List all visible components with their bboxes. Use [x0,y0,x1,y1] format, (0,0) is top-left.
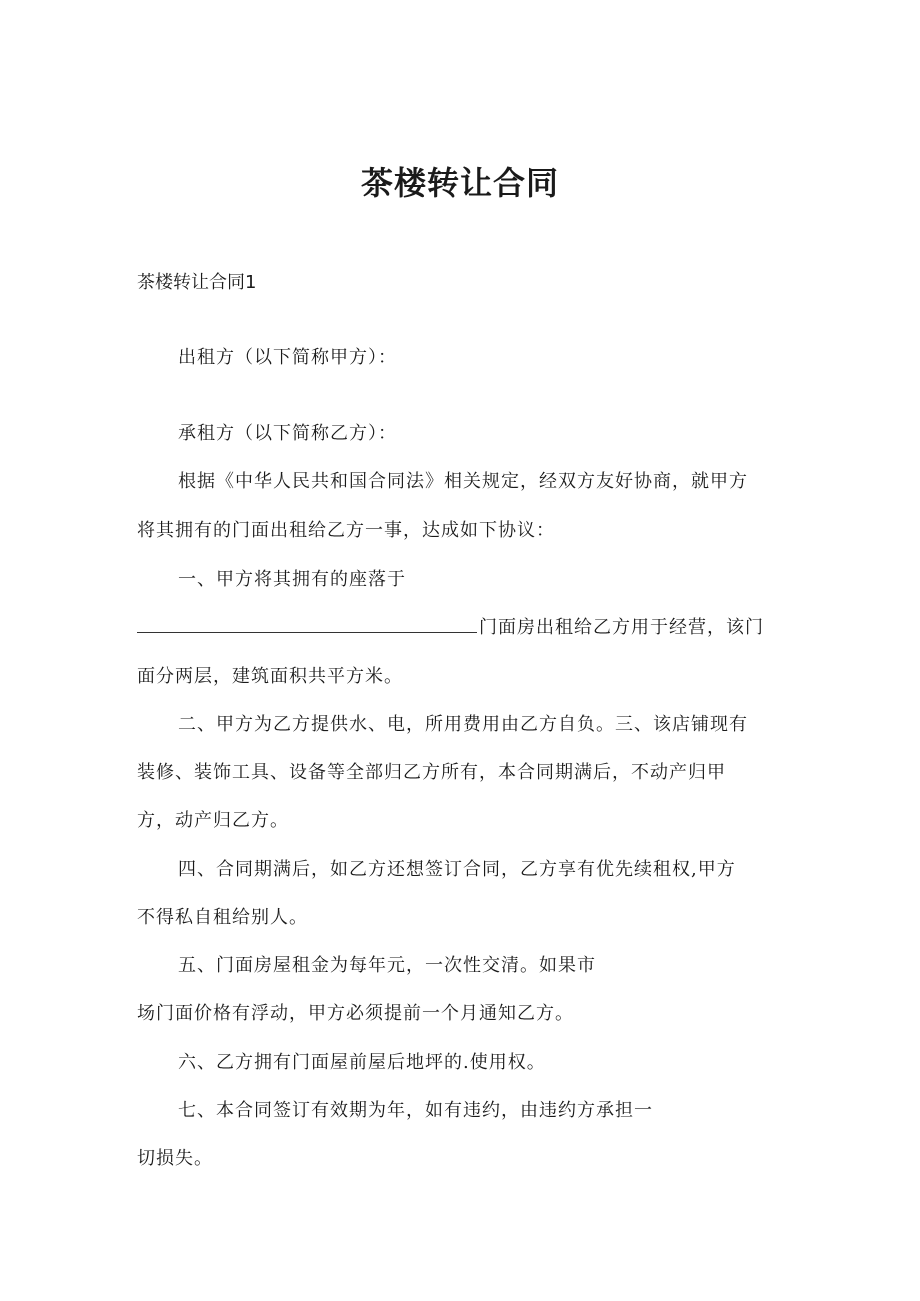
clause-5-line: 场门面价格有浮动，甲方必须提前一个月通知乙方。 [137,1003,574,1024]
clause-2-line: 二、甲方为乙方提供水、电，所用费用由乙方自负。三、该店铺现有 [178,714,748,735]
document-title: 茶楼转让合同 [360,164,559,202]
clause-1-line [137,613,764,639]
clause-1-text: 门面房出租给乙方用于经营，该门 [479,617,764,638]
clause-6-line: 六、乙方拥有门面屋前屋后地坪的.使用权。 [178,1052,546,1073]
lessee-line: 承租方（以下简称乙方）： [178,423,397,444]
clause-1-line: 一、甲方将其拥有的座落于 [178,569,406,590]
clause-4-line: 四、合同期满后，如乙方还想签订合同，乙方享有优先续租权,甲方 [178,859,736,880]
clause-4-line: 不得私自租给别人。 [137,907,308,928]
lessor-line: 出租方（以下简称甲方）： [178,347,397,368]
clause-3-line: 方，动产归乙方。 [137,810,289,831]
document-subtitle: 茶楼转让合同1 [137,272,257,293]
clause-1-line: 面分两层，建筑面积共平方米。 [137,666,403,687]
paragraph-line: 根据《中华人民共和国合同法》相关规定，经双方友好协商，就甲方 [178,471,748,492]
fill-in-blank [137,618,477,633]
clause-5-line: 五、门面房屋租金为每年元，一次性交清。如果市 [178,955,596,976]
clause-3-line: 装修、装饰工具、设备等全部归乙方所有，本合同期满后，不动产归甲 [137,762,726,783]
paragraph-line: 将其拥有的门面出租给乙方一事，达成如下协议： [137,520,555,541]
clause-7-line: 切损失。 [137,1148,213,1169]
clause-7-line: 七、本合同签订有效期为年，如有违约，由违约方承担一 [178,1100,653,1121]
